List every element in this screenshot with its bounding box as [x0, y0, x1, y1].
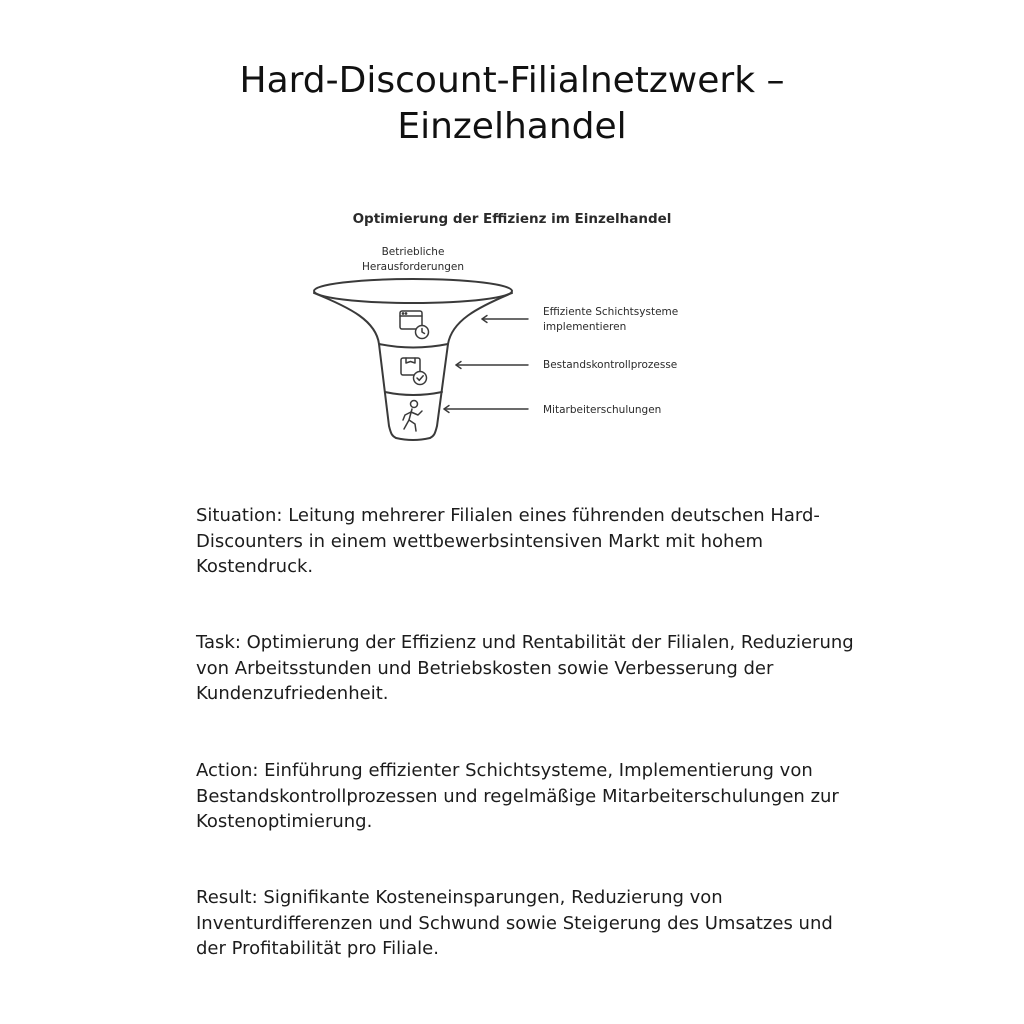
arrow-stage-2: [456, 362, 528, 369]
star-result-paragraph: Result: Signifikante Kosteneinsparungen, Reduzierung von Inventurdifferenzen und Schwund sowie Steigerung des Umsatzes und der Profitabilität pro Filiale.: [196, 887, 833, 959]
stage-1-label-line-1: Effiziente Schichtsysteme: [543, 306, 679, 318]
funnel-top-label-line-1: Betriebliche: [381, 246, 445, 258]
funnel-top-rim: [314, 279, 512, 303]
arrow-stage-3: [444, 406, 528, 413]
star-situation-paragraph: Situation: Leitung mehrerer Filialen eines führenden deutschen Hard-Discounters in einem wettbewerbsintensiven Markt mit hohem Kostendruck.: [196, 505, 820, 577]
stage-arrows: [444, 316, 528, 413]
stage-1-label-line-2: implementieren: [543, 321, 627, 333]
funnel-divider-1: [379, 344, 448, 348]
box-check-icon: [401, 358, 427, 385]
funnel-left-edge: [314, 293, 396, 438]
funnel-diagram: [306, 196, 716, 450]
star-action-paragraph: Action: Einführung effizienter Schichtsysteme, Implementierung von Bestandskontrollprozessen und regelmäßige Mitarbeiterschulungen zur Kostenoptimierung.: [196, 760, 839, 832]
funnel-bottom: [396, 438, 430, 440]
stage-2-label: Bestandskontrollprozesse: [543, 359, 678, 371]
calendar-clock-icon: [400, 311, 429, 339]
person-training-icon: [403, 401, 422, 432]
page-title-line-2: Einzelhandel: [397, 106, 627, 147]
page-title-line-1: Hard-Discount-Filialnetzwerk –: [239, 60, 785, 101]
funnel-shape: [314, 279, 512, 440]
arrow-stage-1: [482, 316, 528, 323]
page-title: [0, 58, 1024, 150]
funnel-divider-2: [385, 392, 442, 395]
star-task-paragraph: Task: Optimierung der Effizienz und Rentabilität der Filialen, Reduzierung von Arbeitsstunden und Betriebskosten sowie Verbesserung der Kundenzufriedenheit.: [196, 632, 854, 704]
stage-3-label: Mitarbeiterschulungen: [543, 404, 662, 416]
funnel-top-label-line-2: Herausforderungen: [361, 261, 465, 273]
infographic-heading: Optimierung der Effizienz im Einzelhandel: [352, 211, 672, 227]
funnel-infographic: [306, 196, 716, 450]
